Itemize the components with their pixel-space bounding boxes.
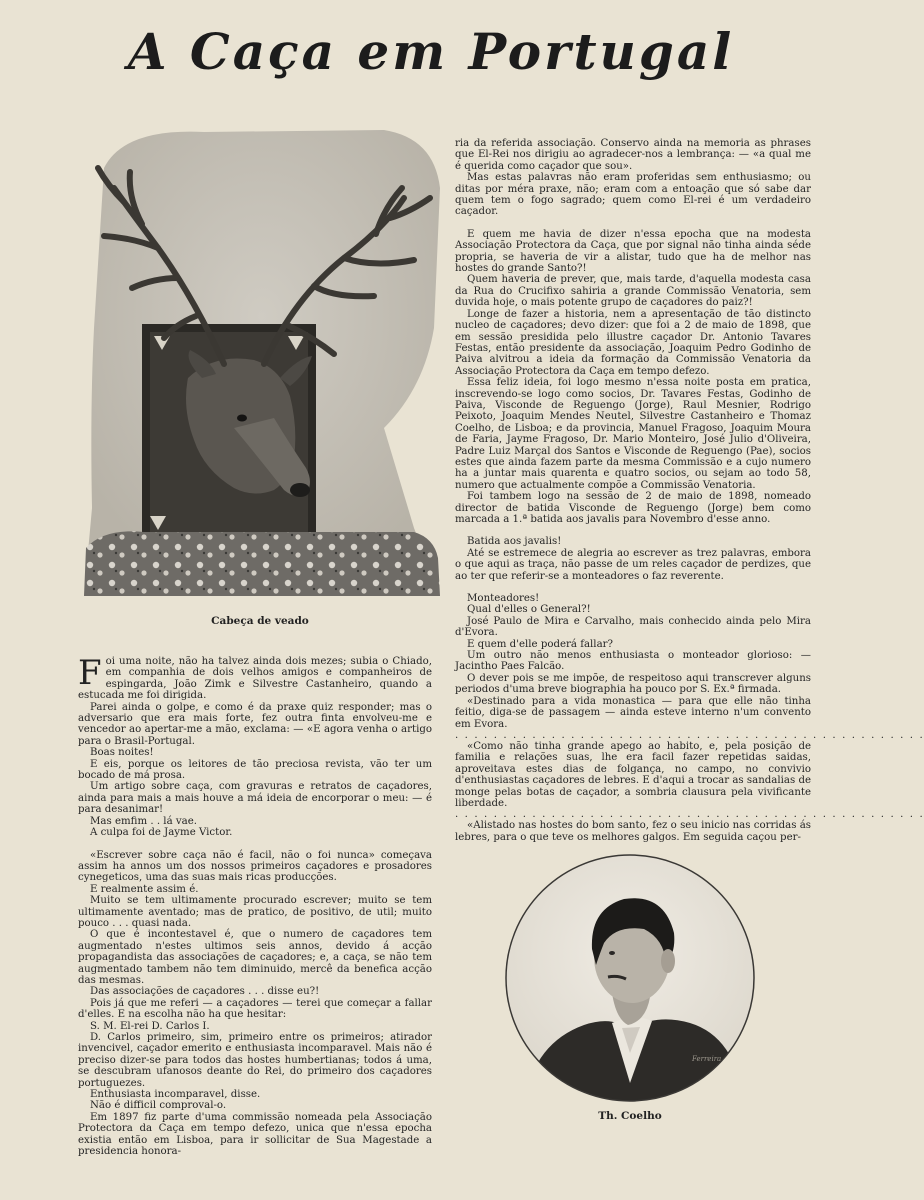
paragraph: [455, 548, 811, 582]
paragraph: [455, 172, 811, 218]
paragraph: [78, 1112, 432, 1158]
paragraph-text: Até se estremece de alegria ao escrever as trez palavras, embora o que aqui as traça, não passe de um reles caçador de perdizes, que ao ter que referir-se a monteadores o faz reverente.: [455, 547, 811, 582]
paragraph-text: Boas noites!: [90, 747, 154, 759]
paragraph: [78, 895, 432, 929]
paragraph: [455, 696, 811, 730]
paragraph: [455, 536, 811, 547]
paragraph-text: Foi tambem logo na sessão de 2 de maio de 1898, nomeado director de batida Visconde de Reguengo (Jorge) bem como marcada a 1.ª batida aos javalis para Novembro d'esse anno.: [455, 491, 811, 525]
paragraph: [455, 673, 811, 696]
paragraph-text: Um outro não menos enthusiasta o monteador glorioso: — Jacintho Paes Falcão.: [455, 650, 811, 673]
paragraph-text: E quem me havia de dizer n'essa epocha que na modesta Associação Protectora da Caça, que por signal não tinha ainda séde propria, se haveria de vir a alistar, tudo que ha de melhor nas hostes do grande Santo?!: [455, 228, 811, 275]
paragraph-text: E realmente assim é.: [90, 883, 199, 895]
paragraph-text: «Alistado nas hostes do bom santo, fez o seu inicio nas corridas ás lebres, para o que teve os melhores galgos. Em seguida caçou per-: [455, 820, 811, 843]
paragraph: [455, 616, 811, 639]
paragraph: [78, 827, 432, 838]
paragraph-text: Em 1897 fiz parte d'uma commissão nomeada pela Associação Protectora da Caça em tempo defezo, unica que n'essa epocha existia então em Lisboa, para ir sollicitar de Sua Magestade a presidencia honora-: [78, 1111, 432, 1158]
paragraph-text: Monteadores!: [467, 593, 540, 605]
paragraph-text: E eis, porque os leitores de tão preciosa revista, vão ter um bocado de má prosa.: [78, 758, 432, 782]
paragraph-text: O dever pois se me impõe, de respeitoso aqui transcrever alguns periodos d'uma breve biographia ha pouco por S. Ex.ª firmada.: [455, 672, 811, 696]
paragraph-text: Essa feliz ideia, foi logo mesmo n'essa noite posta em pratica, inscrevendo-se logo como socios, Dr. Tavares Festas, Godinho de Paiva, Visconde de Reguengo (Jorge), Raul Mesnier, Rodrigo Peixoto, Joaquim Mendes Neutel, Silvestre Castanheiro e Thomaz Coelho, de Lisboa; e da provincia, Manuel Fragoso, Joaquim Moura de Faria, Jayme Fragoso, Dr. Mario Monteiro, José Julio d'Oliveira, Padre Luiz Marçal dos Santos e Visconde de Reguengo (Pae), socios estes que ainda fazem parte da mesma Commissão e a cujo numero ha a juntar mais quarenta e quatro socios, ou sejam ao todo 58, numero que actualmente compõe a Commissão Venatoria.: [455, 377, 811, 491]
paragraph-text: Um artigo sobre caça, com gravuras e retratos de caçadores, ainda para mais a mais houve a má ideia de encorporar o meu: — é para desanimar!: [78, 781, 432, 816]
paragraph: [78, 1089, 432, 1100]
paragraph: [78, 998, 432, 1021]
paragraph-text: «Como não tinha grande apego ao habito, e, pela posição de familia e relações suas, lhe era facil fazer repetidas saidas, aproveitava estes dias de folgança, no campo, no convivio d'enthusiastas caçadores de lebres. E d'aqui a trocar as sandalias de monge pelas botas de caçador, a sombria clausura pela vivificante liberdade.: [455, 740, 811, 809]
paragraph: [455, 639, 811, 650]
drop-cap: F: [78, 653, 102, 693]
paragraph-text: Mas estas palavras não eram proferidas sem enthusiasmo; ou ditas por méra praxe, não; eram com a entoação que só sabe dar quem tem o fogo sagrado; quem como El-rei é um verdadeiro caçador.: [455, 172, 811, 218]
paragraph: [78, 702, 432, 748]
portrait-caption: Th. Coelho: [598, 1110, 662, 1122]
paragraph-text: «Destinado para a vida monastica — para que elle não tinha feitio, diga-se de passagem — ainda esteve interno n'um convento em Evora.: [455, 695, 811, 730]
paragraph: [78, 884, 432, 895]
paragraph: [455, 274, 811, 308]
paragraph-text: Batida aos javalis!: [467, 536, 562, 548]
paragraph-text: D. Carlos primeiro, sim, primeiro entre os primeiros; atirador invencivel, caçador emerito e enthusiasta incomparavel. Mais não é preciso dizer-se para todos das hostes humbertianas; todos á uma, se descubram ufanosos deante do Rei, do primeiro dos caçadores portuguezes.: [78, 1032, 432, 1089]
paragraph: [78, 986, 432, 997]
paragraph-text: Quem haveria de prever, que, mais tarde, d'aquella modesta casa da Rua do Crucifixo sahiria a grande Commissão Venatoria, sem duvida hoje, o mais potente grupo de caçadores do paiz?!: [455, 274, 811, 309]
paragraph: [455, 650, 811, 673]
paragraph-text: Longe de fazer a historia, nem a apresentação de tão distincto nucleo de caçadores; devo dizer: que foi a 2 de maio de 1898, que em sessão presidida pelo illustre caçador Dr. Antonio Tavares Festas, então presidente da associação, Joaquim Pedro Godinho de Paiva alvitrou a ideia da formação da Commissão Venatoria da Associação Protectora da Caça em tempo defezo.: [455, 308, 811, 377]
paragraph-text: «Escrever sobre caça não é facil, não o foi nunca» começava assim ha annos um dos nossos primeiros caçadores e prosadores cynegeticos, uma das suas mais ricas producções.: [78, 849, 432, 884]
paragraph: [78, 929, 432, 986]
paragraph-text: O que é incontestavel é, que o numero de caçadores tem augmentado n'estes ultimos seis annos, devido á acção propagandista das associações de caçadores; e, a caça, se não tem augmentado tambem não tem diminuido, mercê da benefica acção das mesmas.: [78, 929, 432, 986]
paragraph-text: . . . . . . . . . . . . . . . . . . . . . . . . . . . . . . . . . . . . . . . . . . . . . . . . .: [455, 729, 924, 741]
left-column: [78, 653, 432, 1158]
paragraph: [78, 1021, 432, 1032]
paragraph: [455, 309, 811, 377]
paragraph: [455, 741, 811, 809]
paragraph: [455, 138, 811, 172]
paragraph: [455, 809, 924, 821]
paragraph: [455, 593, 811, 604]
paragraph: [455, 820, 811, 843]
paragraph-text: A culpa foi de Jayme Victor.: [90, 827, 233, 839]
portrait-signature: Ferreira: [692, 1055, 722, 1063]
paragraph-text: Mas emfim . . lá vae.: [90, 815, 197, 827]
paragraph-text: Pois já que me referi — a caçadores — terei que começar a fallar d'elles. E na escolha não ha que hesitar:: [78, 997, 432, 1021]
paragraph: [455, 491, 811, 525]
paragraph-text: Parei ainda o golpe, e como é da praxe quiz responder; mas o adversario que era mais forte, fez outra finta envolveu-me e vencedor ao apertar-me a mão, exclama: — «E agora venha o artigo para o Brasil-Portugal.: [78, 701, 432, 747]
paragraph-text: Enthusiasta incomparavel, disse.: [90, 1089, 261, 1101]
paragraph-text: ria da referida associação. Conservo ainda na memoria as phrases que El-Rei nos dirigiu ao agradecer-nos a lembrança: — «a qual me é querida como caçador que sou».: [455, 138, 811, 172]
paragraph-text: oi uma noite, não ha talvez ainda dois mezes; subia o Chiado, em companhia de dois velhos amigos e companheiros de espingarda, João Zimk e Silvestre Castanheiro, quando a estucada me foi dirigida.: [78, 656, 432, 702]
paragraph-text: Não é difficil comproval-o.: [90, 1100, 227, 1112]
paragraph: [78, 759, 432, 782]
paragraph: [78, 850, 432, 884]
paragraph-text: E quem d'elle poderá fallar?: [467, 638, 613, 650]
right-column: [455, 138, 924, 843]
paragraph: [78, 816, 432, 827]
paragraph: [78, 653, 432, 702]
paragraph-text: S. M. El-rei D. Carlos I.: [90, 1020, 210, 1032]
paragraph-text: José Paulo de Mira e Carvalho, mais conhecido ainda pelo Mira d'Evora.: [455, 615, 811, 639]
paragraph-text: Muito se tem ultimamente procurado escrever; muito se tem ultimamente aventado; mas de pratico, de positivo, de util; muito pouco . . . quasi nada.: [78, 895, 432, 929]
paragraph: [455, 729, 924, 741]
paragraph-text: . . . . . . . . . . . . . . . . . . . . . . . . . . . . . . . . . . . . . . . . . . . . . . . . .: [455, 809, 924, 821]
paragraph: [78, 781, 432, 815]
paragraph: [78, 747, 432, 758]
paragraph: [455, 229, 811, 275]
paragraph: [455, 604, 811, 615]
page-title: A Caça em Portugal: [127, 22, 735, 81]
deer-head-photo: [84, 128, 440, 596]
portrait-photo: [504, 853, 756, 1103]
paragraph: [78, 1100, 432, 1111]
paragraph-text: Das associações de caçadores . . . disse eu?!: [90, 986, 320, 998]
paragraph: [78, 1032, 432, 1089]
paragraph: [455, 377, 811, 491]
paragraph-text: Qual d'elles o General?!: [467, 604, 591, 616]
deer-photo-caption: Cabeça de veado: [211, 615, 309, 627]
